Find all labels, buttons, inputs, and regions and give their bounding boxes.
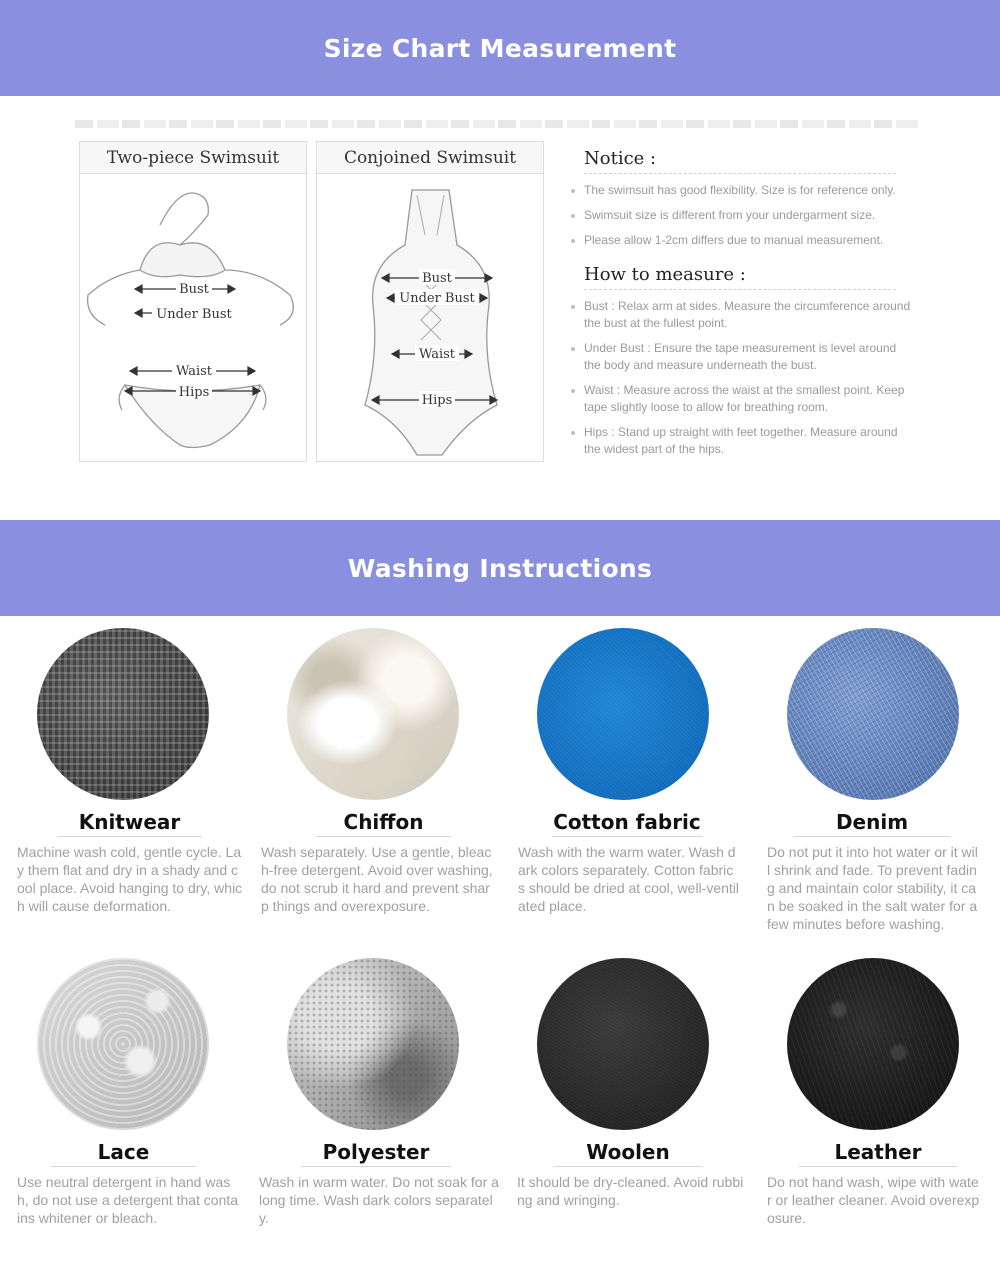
measure-item: Hips : Stand up straight with feet together. Measure around the widest part of the hips. [584, 424, 914, 458]
fabric-description: Do not put it into hot water or it will shrink and fade. To prevent fading and maintain color stability, it can be soaked in the salt water for a few minutes before washing. [767, 844, 978, 932]
conjoined-title: Conjoined Swimsuit [317, 142, 543, 174]
notice-item: The swimsuit has good flexibility. Size is for reference only. [584, 182, 914, 199]
two-piece-illustration [80, 175, 308, 463]
notice-heading: Notice : [584, 148, 896, 174]
notice-list [584, 182, 914, 249]
fabric-description: Use neutral detergent in hand wash, do not use a detergent that contains whitener or bleach. [17, 1174, 239, 1226]
fabric-card-woolen [517, 958, 762, 1209]
size-chart-banner [0, 0, 1000, 96]
fabric-card-polyester [259, 958, 504, 1227]
fabric-card-denim [767, 628, 1000, 933]
label-hips: Hips [421, 393, 453, 408]
measure-item: Under Bust : Ensure the tape measurement is level around the body and measure underneath the bust. [584, 340, 914, 374]
denim-swatch-image [787, 628, 959, 800]
measure-item: Waist : Measure across the waist at the smallest point. Keep tape slightly loose to allow for breathing room. [584, 382, 914, 416]
lace-swatch-image [37, 958, 209, 1130]
label-bust: Bust [179, 282, 209, 297]
chiffon-swatch-image [287, 628, 459, 800]
woolen-swatch-image [537, 958, 709, 1130]
measure-item: Bust : Relax arm at sides. Measure the circumference around the bust at the fullest point. [584, 298, 914, 332]
label-waist: Waist [175, 364, 213, 379]
faint-caption-line [75, 120, 920, 128]
fabric-name: Lace [51, 1140, 196, 1167]
cotton-swatch-image [537, 628, 709, 800]
fabric-description: Wash separately. Use a gentle, bleach-free detergent. Avoid over washing, do not scrub it hard and prevent sharp things and overexposure. [261, 844, 493, 914]
fabric-card-lace [17, 958, 262, 1227]
polyester-swatch-image [287, 958, 459, 1130]
how-to-measure-heading: How to measure : [584, 264, 896, 290]
how-to-measure-block [584, 264, 914, 466]
fabric-description: Do not hand wash, wipe with water or leather cleaner. Avoid overexposure. [767, 1174, 980, 1226]
size-chart-title: Size Chart Measurement [323, 33, 677, 63]
fabric-description: Machine wash cold, gentle cycle. Lay them flat and dry in a shady and cool place. Avoid hanging to dry, which will cause deformation. [17, 844, 243, 914]
knitwear-swatch-image [37, 628, 209, 800]
fabric-card-leather [767, 958, 1000, 1227]
label-under-bust: Under Bust [399, 291, 475, 306]
fabric-name: Polyester [301, 1140, 451, 1167]
fabric-name: Chiffon [316, 810, 451, 837]
label-waist: Waist [418, 347, 456, 362]
washing-instructions-title: Washing Instructions [347, 553, 653, 583]
conjoined-illustration [317, 175, 545, 463]
washing-instructions-banner [0, 520, 1000, 616]
how-to-measure-list [584, 298, 914, 458]
two-piece-title: Two-piece Swimsuit [80, 142, 306, 174]
fabric-description: Wash with the warm water. Wash dark colors separately. Cotton fabrics should be dried at cool, well-ventilated place. [518, 844, 740, 914]
fabric-description: It should be dry-cleaned. Avoid rubbing and wringing. [517, 1174, 744, 1208]
two-piece-swimsuit-diagram [79, 141, 307, 462]
fabric-name: Denim [793, 810, 951, 837]
fabric-name: Cotton fabric [552, 810, 702, 837]
fabric-card-chiffon [261, 628, 506, 915]
notice-block [584, 148, 914, 257]
fabric-card-knitwear [17, 628, 262, 915]
leather-swatch-image [787, 958, 959, 1130]
fabric-name: Leather [799, 1140, 957, 1167]
notice-item: Please allow 1-2cm differs due to manual measurement. [584, 232, 914, 249]
fabric-description: Wash in warm water. Do not soak for a long time. Wash dark colors separately. [259, 1174, 499, 1226]
label-under-bust: Under Bust [156, 307, 232, 322]
conjoined-swimsuit-diagram [316, 141, 544, 462]
fabric-card-cotton-fabric [518, 628, 763, 915]
label-hips: Hips [178, 385, 210, 400]
fabric-name: Knitwear [57, 810, 202, 837]
notice-item: Swimsuit size is different from your undergarment size. [584, 207, 914, 224]
fabric-name: Woolen [553, 1140, 703, 1167]
label-bust: Bust [422, 271, 452, 286]
